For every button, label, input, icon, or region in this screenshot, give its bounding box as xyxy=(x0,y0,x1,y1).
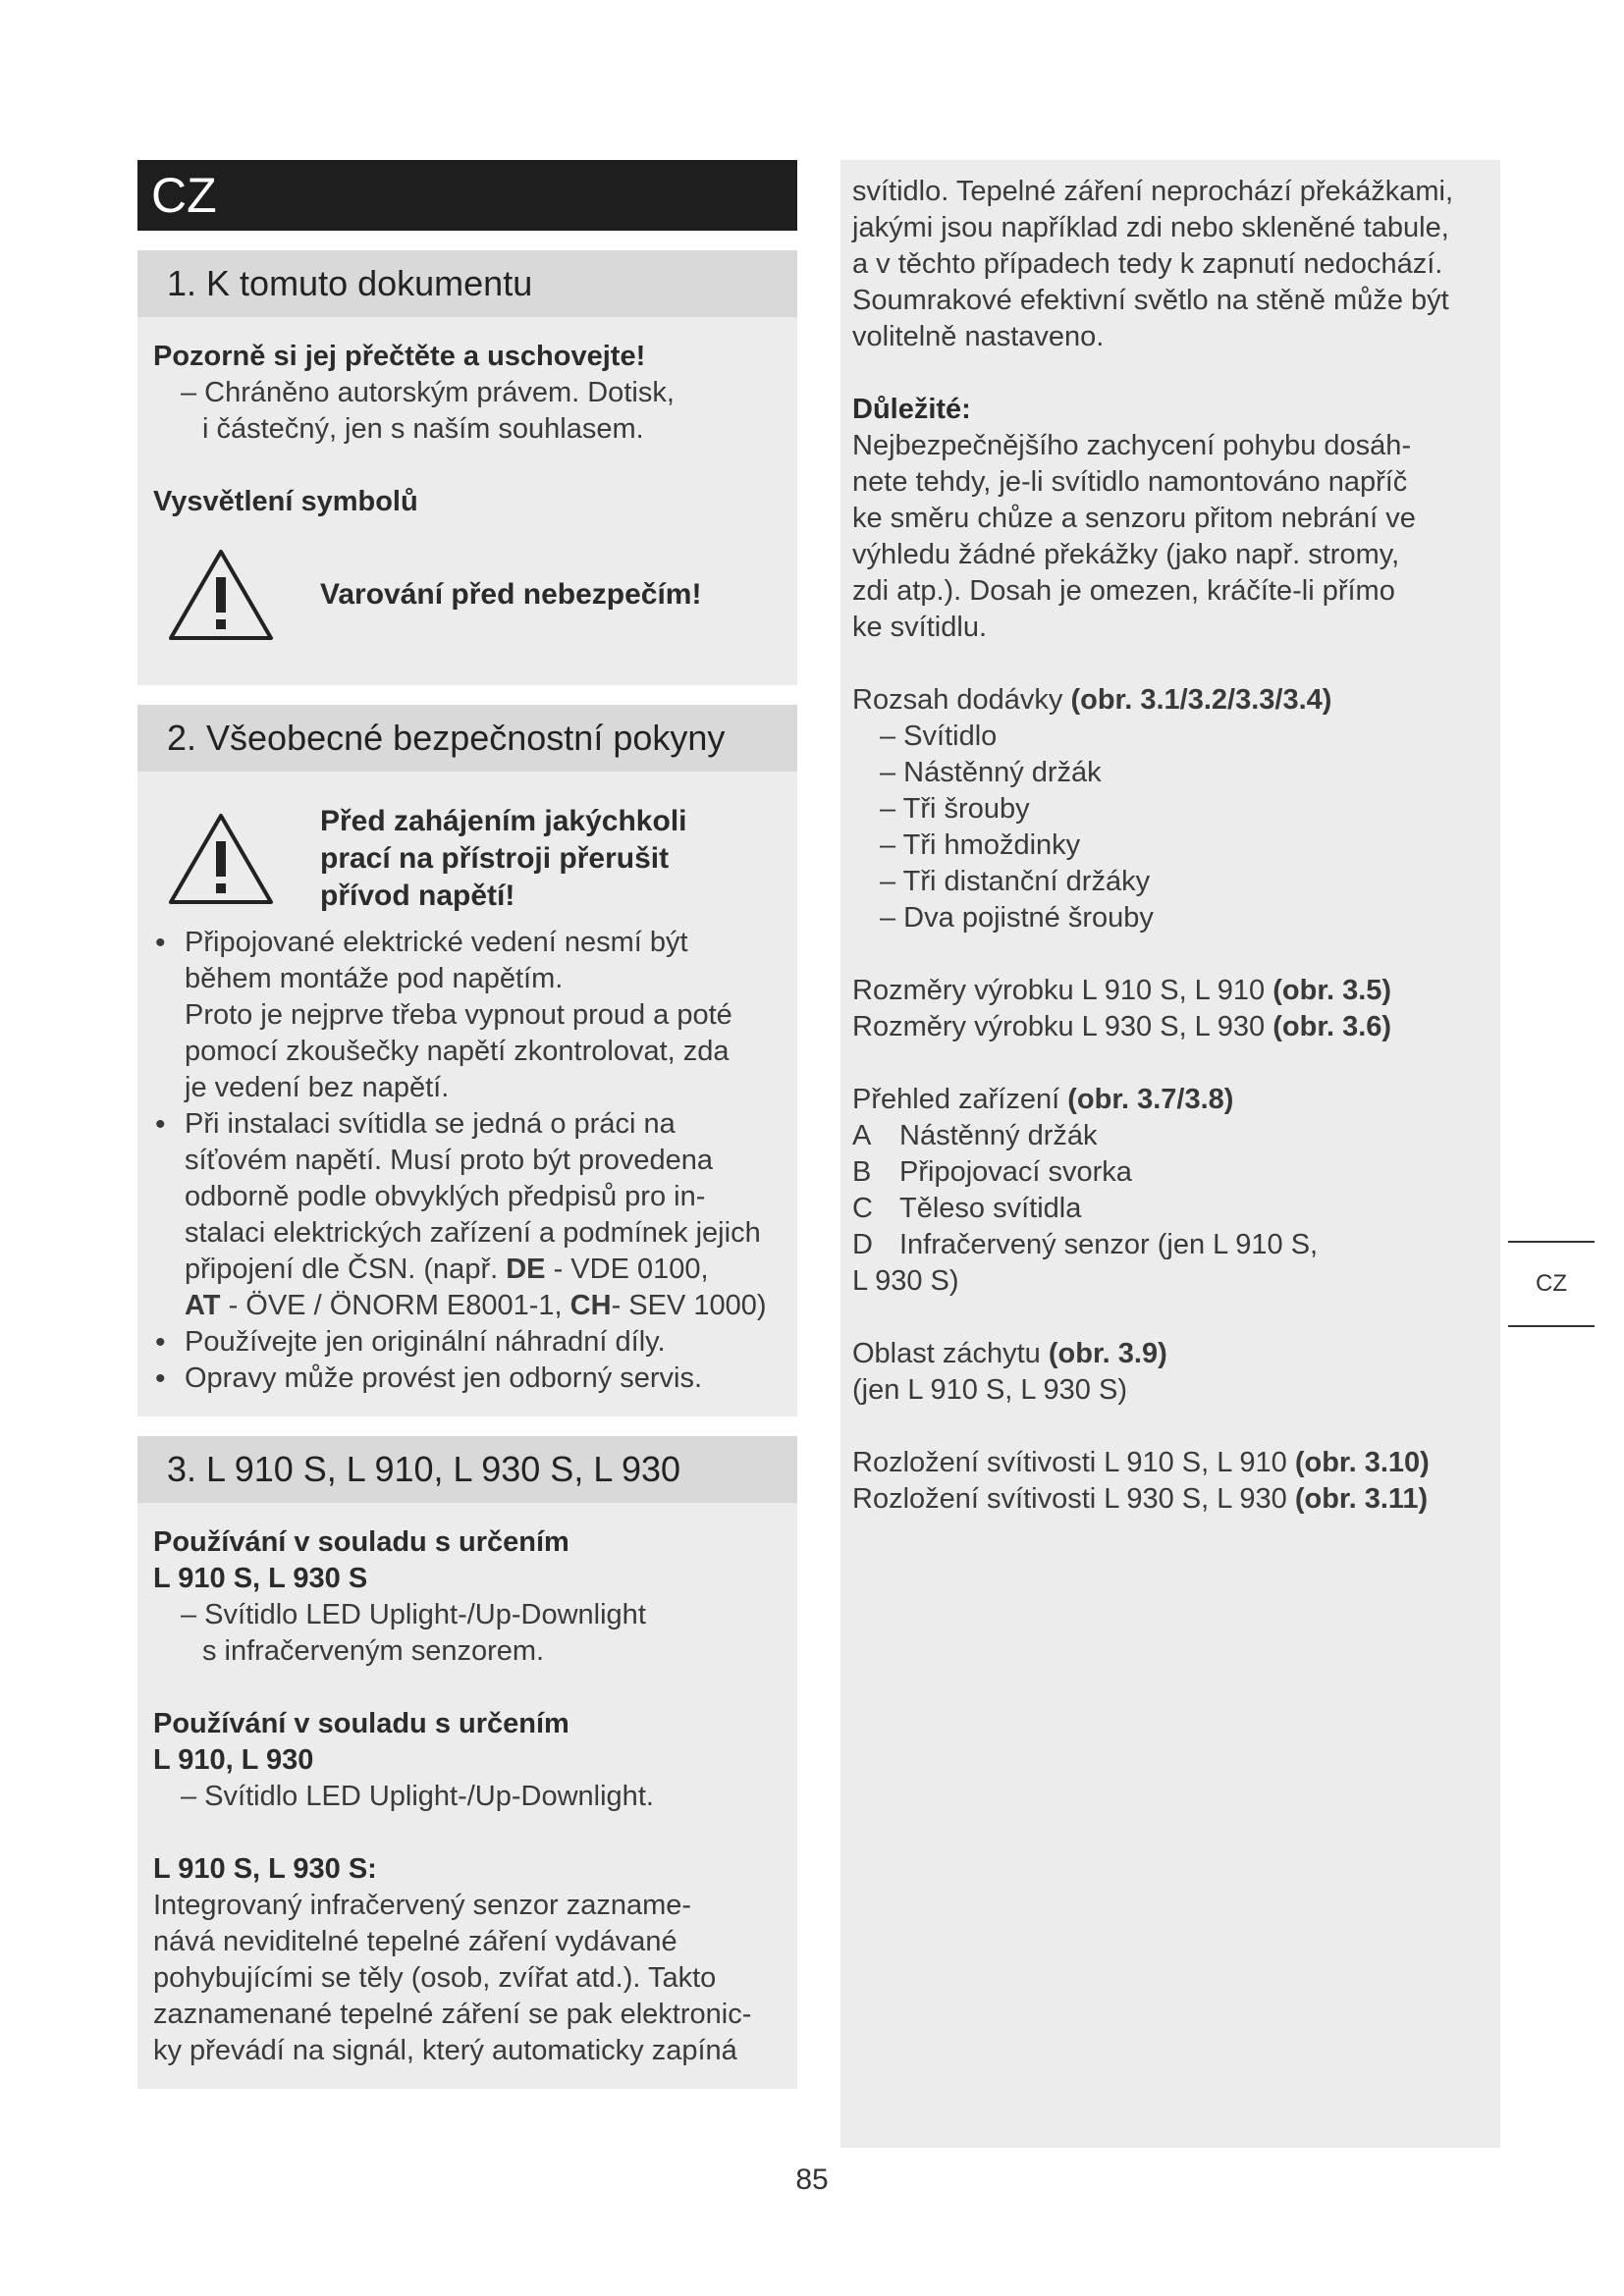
overview-tail: L 930 S) xyxy=(852,1265,959,1297)
sensor-line: ky převádí na signál, který automaticky zapíná xyxy=(153,2035,737,2066)
text-line: je vedení bez napětí. xyxy=(185,1072,450,1103)
important-line: zdi atp.). Dosah je omezen, kráčíte-li přímo xyxy=(852,575,1395,607)
list-item xyxy=(852,1154,1485,1191)
figure-ref: (obr. 3.10) xyxy=(1294,1447,1430,1478)
light-label: Rozložení svítivosti L 910 S, L 910 xyxy=(852,1447,1295,1478)
list-item: – Tři distanční držáky xyxy=(880,866,1151,897)
item-text: Připojovací svorka xyxy=(899,1156,1132,1188)
warning-line: přívod napětí! xyxy=(320,880,515,912)
text-span: - SEV 1000) xyxy=(611,1290,767,1321)
use-heading: Používání v souladu s určením xyxy=(153,1708,569,1739)
overview-heading xyxy=(852,1082,1485,1118)
sensor-line: pohybujícími se těly (osob, zvířat atd.). Takto xyxy=(153,1962,717,1994)
list-item xyxy=(852,1227,1485,1263)
sensor-line: Integrovaný infračervený senzor zazname- xyxy=(153,1890,692,1921)
sensor-heading: L 910 S, L 930 S: xyxy=(153,1853,377,1885)
text-line: Proto je nejprve třeba vypnout proud a poté xyxy=(185,999,732,1031)
list-item xyxy=(852,1118,1485,1154)
important-line: výhledu žádné překážky (jako např. stromy, xyxy=(852,539,1400,570)
warning-text xyxy=(320,803,687,915)
text-line: • Připojované elektrické vedení nesmí být xyxy=(185,927,688,958)
section-product xyxy=(137,1436,797,2089)
scope-label: Rozsah dodávky xyxy=(852,684,1071,716)
text-line: • Při instalaci svítidla se jedná o práci na xyxy=(185,1108,676,1140)
figure-ref: (obr. 3.5) xyxy=(1272,975,1392,1006)
figure-ref: (obr. 3.1/3.2/3.3/3.4) xyxy=(1070,684,1332,716)
list-item: – Tři šrouby xyxy=(880,793,1030,825)
figure-ref: (obr. 3.7/3.8) xyxy=(1067,1084,1234,1115)
item-text: Těleso svítidla xyxy=(899,1193,1082,1224)
language-header: CZ xyxy=(137,160,797,231)
section-title: 2. Všeobecné bezpečnostní pokyny xyxy=(137,705,797,772)
important-line: ke směru chůze a senzoru přitom nebrání ve xyxy=(852,503,1416,534)
continuation-line: Soumrakové efektivní světlo na stěně může být xyxy=(852,285,1449,316)
warning-symbol-row xyxy=(153,548,782,642)
text-span: - VDE 0100, xyxy=(545,1254,709,1285)
important-line: nete tehdy, je-li svítidlo namontováno napříč xyxy=(852,466,1408,498)
text-line xyxy=(185,1288,782,1324)
text-line: síťovém napětí. Musí proto být provedena xyxy=(185,1145,714,1176)
warning-triangle-icon xyxy=(167,548,275,642)
item-letter: A xyxy=(852,1120,872,1151)
important-line: ke svítidlu. xyxy=(852,612,987,643)
use-heading: Používání v souladu s určením xyxy=(153,1526,569,1558)
right-column xyxy=(840,160,1500,2148)
scope-heading xyxy=(852,682,1485,719)
detection-heading xyxy=(852,1336,1485,1372)
warning-triangle-icon xyxy=(167,812,275,906)
country-code-ch: CH xyxy=(569,1290,612,1321)
warning-line: Před zahájením jakýchkoli xyxy=(320,805,687,837)
intro-heading: Pozorně si jej přečtěte a uschovejte! xyxy=(153,341,646,372)
continuation-line: volitelně nastaveno. xyxy=(852,321,1105,352)
continuation-line: svítidlo. Tepelné záření neprochází překážkami, xyxy=(852,176,1454,207)
item-letter: C xyxy=(852,1193,873,1224)
light-distribution-line xyxy=(852,1445,1485,1481)
list-item xyxy=(153,1106,782,1324)
detection-label: Oblast záchytu xyxy=(852,1338,1049,1369)
text-line: během montáže pod napětím. xyxy=(185,963,564,994)
continuation-line: a v těchto případech tedy k zapnutí nedochází. xyxy=(852,248,1443,280)
language-side-tab: CZ xyxy=(1508,1241,1595,1327)
section-title: 3. L 910 S, L 910, L 930 S, L 930 xyxy=(137,1436,797,1503)
warning-line: prací na přístroji přerušit xyxy=(320,842,670,875)
light-label: Rozložení svítivosti L 930 S, L 930 xyxy=(852,1483,1295,1515)
sensor-line: nává neviditelné tepelné záření vydávané xyxy=(153,1926,677,1957)
country-code-de: DE xyxy=(506,1254,546,1285)
intro-line: – Chráněno autorským právem. Dotisk, xyxy=(181,377,675,408)
text-span: - ÖVE / ÖNORM E8001-1, xyxy=(220,1290,570,1321)
use-heading: L 910 S, L 930 S xyxy=(153,1563,368,1594)
text-line: odborně podle obvyklých předpisů pro in- xyxy=(185,1181,706,1212)
light-distribution-line xyxy=(852,1481,1485,1518)
important-heading: Důležité: xyxy=(852,394,971,425)
important-line: Nejbezpečnějšího zachycení pohybu dosáh- xyxy=(852,430,1412,461)
warning-notice xyxy=(153,803,782,915)
section-about-document xyxy=(137,250,797,685)
country-code-at: AT xyxy=(185,1290,221,1321)
list-item: – Svítidlo xyxy=(880,721,998,752)
use-line: s infračerveným senzorem. xyxy=(202,1635,545,1667)
list-item xyxy=(852,1191,1485,1227)
item-text: Nástěnný držák xyxy=(899,1120,1098,1151)
item-letter: B xyxy=(852,1156,872,1188)
intro-line: i částečný, jen s naším souhlasem. xyxy=(202,413,644,445)
section-title: 1. K tomuto dokumentu xyxy=(137,250,797,317)
text-line: stalaci elektrických zařízení a podmínek jejich xyxy=(185,1217,761,1249)
symbols-heading: Vysvětlení symbolů xyxy=(153,486,418,517)
text-line xyxy=(185,1252,782,1288)
list-item: • Opravy může provést jen odborný servis. xyxy=(153,1361,782,1397)
dimensions-label: Rozměry výrobku L 910 S, L 910 xyxy=(852,975,1273,1006)
sensor-line: zaznamenané tepelné záření se pak elektronic- xyxy=(153,1999,752,2030)
item-letter: D xyxy=(852,1229,873,1260)
text-line: pomocí zkoušečky napětí zkontrolovat, zda xyxy=(185,1036,730,1067)
continuation-line: jakými jsou například zdi nebo skleněné tabule, xyxy=(852,212,1449,243)
section-safety-instructions xyxy=(137,705,797,1416)
detection-note: (jen L 910 S, L 930 S) xyxy=(852,1374,1127,1406)
figure-ref: (obr. 3.9) xyxy=(1048,1338,1167,1369)
page-number: 85 xyxy=(795,2163,829,2196)
list-item xyxy=(153,925,782,1106)
text-span: připojení dle ČSN. (např. xyxy=(185,1254,507,1285)
list-item: – Dva pojistné šrouby xyxy=(880,902,1154,934)
figure-ref: (obr. 3.11) xyxy=(1294,1483,1429,1515)
dimensions-line xyxy=(852,973,1485,1009)
figure-ref: (obr. 3.6) xyxy=(1272,1011,1392,1042)
safety-bullet-list xyxy=(153,925,782,1397)
list-item: • Používejte jen originální náhradní díly. xyxy=(153,1324,782,1361)
item-text: Infračervený senzor (jen L 910 S, xyxy=(899,1229,1319,1260)
dimensions-label: Rozměry výrobku L 930 S, L 930 xyxy=(852,1011,1273,1042)
use-line: – Svítidlo LED Uplight-/Up-Downlight xyxy=(181,1599,646,1630)
use-line: – Svítidlo LED Uplight-/Up-Downlight. xyxy=(181,1781,654,1812)
list-item: – Nástěnný držák xyxy=(880,757,1102,788)
warning-text: Varování před nebezpečím! xyxy=(320,578,702,611)
list-item: – Tři hmoždinky xyxy=(880,829,1081,861)
dimensions-line xyxy=(852,1009,1485,1045)
overview-label: Přehled zařízení xyxy=(852,1084,1068,1115)
use-heading: L 910, L 930 xyxy=(153,1744,314,1776)
left-column xyxy=(137,160,797,2089)
